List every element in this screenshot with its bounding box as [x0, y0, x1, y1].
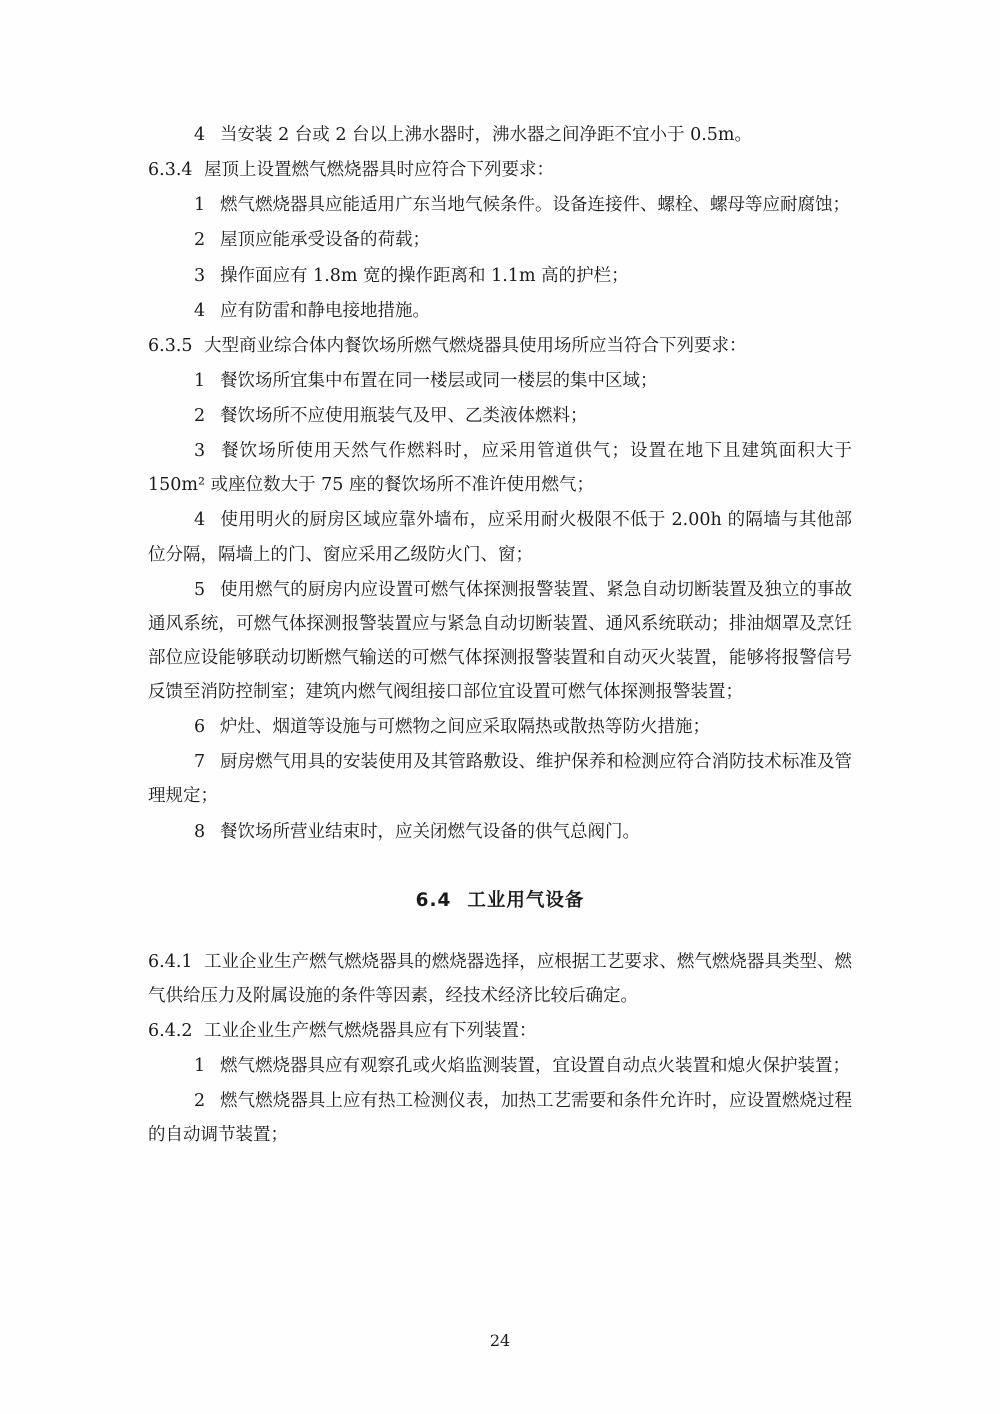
list-item-number: 2: [194, 230, 206, 251]
clause-text: 工业企业生产燃气燃烧器具的燃烧器选择，应根据工艺要求、燃气燃烧器具类型、燃气供给压力及附属设施的条件等因素，经技术经济比较后确定。: [148, 951, 852, 1006]
list-item: [148, 1084, 852, 1152]
list-item-text: 餐饮场所营业结束时，应关闭燃气设备的供气总阀门。: [220, 821, 640, 842]
page-number: 24: [489, 1331, 511, 1350]
list-item-text: 餐饮场所不应使用瓶装气及甲、乙类液体燃料；: [220, 406, 588, 426]
list-item-number: 4: [194, 125, 206, 145]
list-item-number: 1: [194, 370, 206, 391]
clause-text: 工业企业生产燃气燃烧器具应有下列装置：: [204, 1020, 537, 1041]
section-heading-text: 工业用气设备: [467, 889, 585, 911]
list-item: [148, 745, 852, 813]
list-item: [148, 710, 852, 744]
clause-number: 6.4.2: [148, 1020, 193, 1041]
list-item-text: 燃气燃烧器具应能适用广东当地气候条件。设备连接件、螺栓、螺母等应耐腐蚀；: [220, 195, 850, 216]
list-item-number: 1: [194, 195, 206, 216]
list-item-number: 3: [194, 265, 206, 286]
list-item-text: 当安装 2 台或 2 台以上沸水器时，沸水器之间净距不宜小于 0.5m。: [220, 125, 753, 145]
list-item-text: 使用燃气的厨房内应设置可燃气体探测报警装置、紧急自动切断装置及独立的事故通风系统，可燃气体探测报警装置应与紧急自动切断装置、通风系统联动；排油烟罩及烹饪部位应设能够联动切断燃气输送的可燃气体探测报警装置和自动灭火装置，能够将报警信号反馈至消防控制室；建筑内燃气阀组接口部位宜设置可燃气体探测报警装置；: [148, 579, 852, 702]
list-item-text: 厨房燃气用具的安装使用及其管路敷设、维护保养和检测应符合消防技术标准及管理规定；: [148, 752, 852, 807]
list-item-text: 操作面应有 1.8m 宽的操作距离和 1.1m 高的护栏；: [220, 265, 629, 286]
clause: [148, 153, 852, 187]
list-item: [148, 434, 852, 502]
clause: [148, 1014, 852, 1048]
list-item-text: 使用明火的厨房区域应靠外墙布，应采用耐火极限不低于 2.00h 的隔墙与其他部位分隔，隔墙上的门、窗应采用乙级防火门、窗；: [148, 510, 852, 565]
section-heading: [148, 883, 852, 919]
clause-number: 6.3.4: [148, 160, 193, 181]
list-item-number: 2: [194, 1091, 206, 1112]
clause-number: 6.4.1: [148, 951, 193, 972]
list-item-number: 6: [194, 717, 206, 738]
list-item: [148, 815, 852, 849]
list-item-number: 2: [194, 406, 206, 426]
list-item-number: 4: [194, 510, 206, 531]
list-item-number: 3: [194, 441, 206, 462]
document-body: [148, 118, 852, 1152]
clause: [148, 329, 852, 363]
list-item: [148, 188, 852, 222]
list-item: [148, 364, 852, 398]
list-item: [148, 223, 852, 257]
list-item-text: 炉灶、烟道等设施与可燃物之间应采取隔热或散热等防火措施；: [220, 717, 710, 738]
list-item-text: 燃气燃烧器具应有观察孔或火焰监测装置，宜设置自动点火装置和熄火保护装置；: [220, 1056, 850, 1077]
list-item: [148, 1049, 852, 1083]
list-item-number: 7: [194, 752, 206, 773]
list-item-text: 餐饮场所使用天然气作燃料时，应采用管道供气；设置在地下且建筑面积大于 150m² 或座位数大于 75 座的餐饮场所不准许使用燃气；: [148, 441, 852, 496]
list-item-text: 餐饮场所宜集中布置在同一楼层或同一楼层的集中区域；: [220, 370, 658, 391]
list-item: [148, 294, 852, 328]
list-item: [148, 573, 852, 710]
clause-number: 6.3.5: [148, 335, 193, 356]
list-item: [148, 118, 852, 152]
section-heading-number: 6.4: [415, 889, 452, 911]
list-item-number: 4: [194, 300, 206, 321]
list-item: [148, 503, 852, 571]
list-item-text: 燃气燃烧器具上应有热工检测仪表，加热工艺需要和条件允许时，应设置燃烧过程的自动调节装置；: [148, 1091, 852, 1146]
list-item-text: 屋顶应能承受设备的荷载；: [220, 230, 430, 251]
list-item-number: 1: [194, 1056, 206, 1077]
clause-text: 大型商业综合体内餐饮场所燃气燃烧器具使用场所应当符合下列要求：: [204, 335, 747, 356]
list-item-number: 5: [194, 579, 206, 600]
list-item-text: 应有防雷和静电接地措施。: [220, 300, 430, 321]
list-item: [148, 259, 852, 293]
list-item: [148, 399, 852, 433]
clause-text: 屋顶上设置燃气燃烧器具时应符合下列要求：: [204, 160, 554, 181]
list-item-number: 8: [194, 821, 206, 842]
clause: [148, 945, 852, 1013]
